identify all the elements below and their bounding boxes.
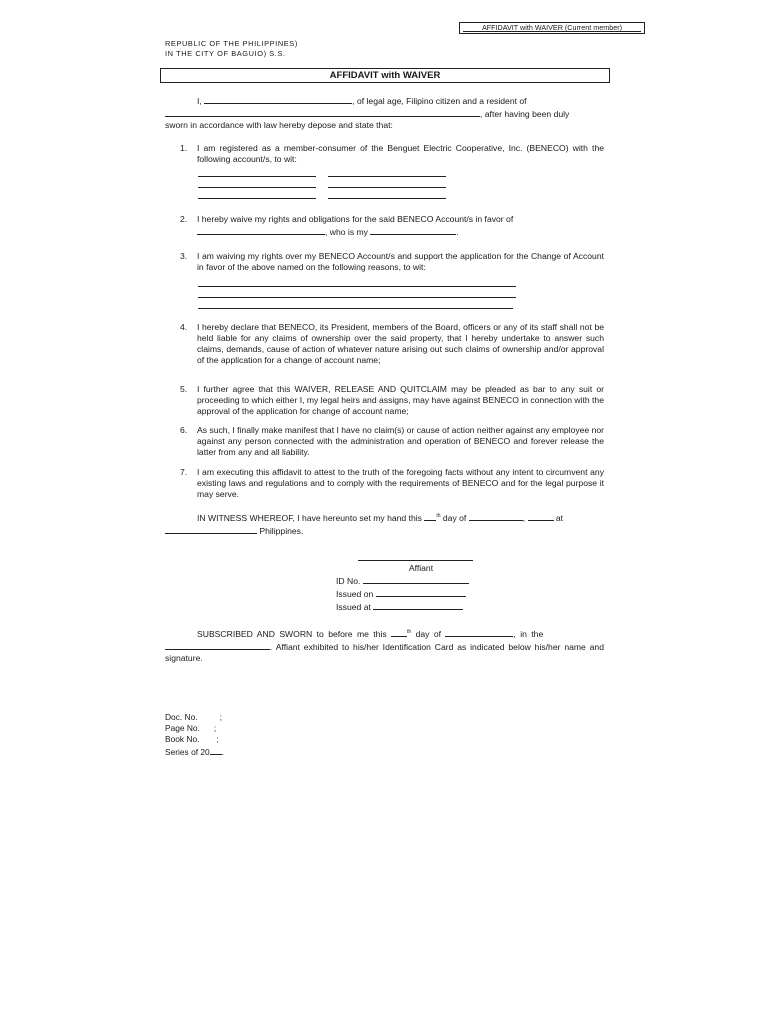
jurat-paragraph xyxy=(165,627,604,664)
account-blank-1[interactable] xyxy=(198,176,316,177)
name-blank[interactable] xyxy=(204,94,352,104)
witness-comma: , xyxy=(522,513,526,523)
jurat-day-blank[interactable] xyxy=(391,627,407,637)
book-no-colon: ; xyxy=(216,734,219,744)
witness-place-blank[interactable] xyxy=(165,524,257,534)
affiant-issued-on-blank[interactable] xyxy=(376,587,466,597)
intro-line-2: sworn in accordance with law hereby depose and state that: xyxy=(165,120,393,130)
item-2-text-c: . xyxy=(456,227,459,237)
relationship-blank[interactable] xyxy=(370,225,459,237)
jurat-text-c: , in the xyxy=(513,629,544,639)
intro-after-name: , of legal age, Filipino citizen and a resident of xyxy=(352,96,527,106)
item-6-text: As such, I finally make manifest that I have no claim(s) or cause of action neither against any employee nor against any person connected with the administration and operation of BENECO and forever release the latter from any and all liability. xyxy=(197,425,604,457)
affiant-issued-on-label: Issued on xyxy=(336,589,374,599)
jurat-th: th xyxy=(407,629,412,636)
witness-month-blank[interactable] xyxy=(469,511,526,523)
jurat-place-blank[interactable] xyxy=(165,640,270,650)
caption-line-2: IN THE CITY OF BAGUIO) S.S. xyxy=(165,49,286,58)
form-type-tag xyxy=(459,22,645,34)
address-blank[interactable] xyxy=(165,107,480,117)
witness-philippines: Philippines. xyxy=(259,526,304,536)
item-3-text: I am waiving my rights over my BENECO Account/s and support the application for the Change of Account in favor of the above named on the following reasons, to wit: xyxy=(197,251,604,272)
series-label: Series of 20 xyxy=(165,747,210,757)
item-2-text-b: , who is my xyxy=(325,227,368,237)
item-4-text: I hereby declare that BENECO, its President, members of the Board, officers or any of its staff shall not be held liable for any claims of ownership over the said property, that I hereby undertake to answer such claims, demands, cause of action of whatever nature arising out such claims of ownership and/or approval of the application for a change of account name; xyxy=(197,322,604,365)
document-title xyxy=(160,68,610,83)
item-7 xyxy=(180,467,604,500)
account-blank-6[interactable] xyxy=(328,198,446,199)
witness-year-blank[interactable] xyxy=(528,511,554,521)
reason-blank-3[interactable] xyxy=(198,308,513,309)
item-5-text: I further agree that this WAIVER, RELEASE AND QUITCLAIM may be pleaded as bar to any suit or proceeding to which either I, my legal heirs and assigns, may have against BENECO in connection with the approval of the application for change of account name; xyxy=(197,384,604,416)
item-2-number: 2. xyxy=(180,214,188,224)
witness-th: th xyxy=(436,513,441,520)
jurat-text-b: day of xyxy=(415,629,442,639)
series-year-blank[interactable] xyxy=(210,745,222,755)
doc-no-colon: ; xyxy=(219,712,222,722)
page-no-colon: ; xyxy=(213,723,217,733)
affiant-signature-line[interactable] xyxy=(358,560,473,561)
item-2-text-a: I hereby waive my rights and obligations for the said BENECO Account/s in favor of xyxy=(197,214,514,224)
affiant-label: Affiant xyxy=(408,563,434,573)
intro-i: I, xyxy=(197,96,202,106)
jurat-text-a: SUBSCRIBED AND SWORN to before me this xyxy=(197,629,387,639)
reason-blank-2[interactable] xyxy=(198,297,516,298)
jurat-month-blank[interactable] xyxy=(445,627,513,637)
account-blank-4[interactable] xyxy=(328,187,446,188)
item-2 xyxy=(180,214,604,238)
intro-paragraph xyxy=(165,94,604,131)
affiant-id-label: ID No. xyxy=(336,576,361,586)
item-6 xyxy=(180,425,604,458)
witness-day-blank[interactable] xyxy=(424,511,436,521)
item-7-number: 7. xyxy=(180,467,188,477)
item-5-number: 5. xyxy=(180,384,188,394)
item-4 xyxy=(180,322,604,366)
intro-after-address: , after having been duly xyxy=(480,109,570,119)
caption-line-1: REPUBLIC OF THE PHILIPPINES) xyxy=(165,39,298,48)
account-blank-5[interactable] xyxy=(198,198,316,199)
item-7-text: I am executing this affidavit to attest to the truth of the foregoing facts without any intent to circumvent any existing laws and regulations and to comply with the requirements of BENECO and for the legal purpose it may serve. xyxy=(197,467,604,499)
item-3-number: 3. xyxy=(180,251,188,261)
witness-paragraph xyxy=(165,511,604,537)
affiant-issued-at-blank[interactable] xyxy=(373,600,463,610)
account-blank-3[interactable] xyxy=(198,187,316,188)
document-title-text: AFFIDAVIT with WAIVER xyxy=(329,70,441,81)
form-type-tag-text: AFFIDAVIT with WAIVER (Current member) xyxy=(481,23,623,32)
item-1-number: 1. xyxy=(180,143,188,153)
affiant-block xyxy=(336,563,476,613)
item-1-text: I am registered as a member-consumer of the Benguet Electric Cooperative, Inc. (BENECO) with the following account/s, to wit: xyxy=(197,143,604,164)
item-1 xyxy=(180,143,604,165)
jurat-text-d: . Affiant exhibited to his/her Identification Card as indicated below his/her name and signature. xyxy=(165,642,604,663)
item-6-number: 6. xyxy=(180,425,188,435)
beneficiary-blank[interactable] xyxy=(197,225,325,235)
witness-at: at xyxy=(555,513,564,523)
affiant-id-blank[interactable] xyxy=(363,574,469,584)
doc-no-label: Doc. No. xyxy=(165,712,198,722)
item-4-number: 4. xyxy=(180,322,188,332)
venue-caption xyxy=(165,39,298,59)
reason-blank-1[interactable] xyxy=(198,286,516,287)
notary-register: Doc. No. ; Page No. ; Book No. ; Series of 20 . xyxy=(165,712,225,757)
item-5 xyxy=(180,384,604,417)
affiant-issued-at-label: Issued at xyxy=(336,602,371,612)
book-no-label: Book No. xyxy=(165,734,200,744)
page-no-label: Page No. xyxy=(165,723,200,733)
account-blank-2[interactable] xyxy=(328,176,446,177)
witness-text-a: IN WITNESS WHEREOF, I have hereunto set my hand this xyxy=(197,513,422,523)
item-3 xyxy=(180,251,604,273)
witness-text-b: day of xyxy=(442,513,467,523)
